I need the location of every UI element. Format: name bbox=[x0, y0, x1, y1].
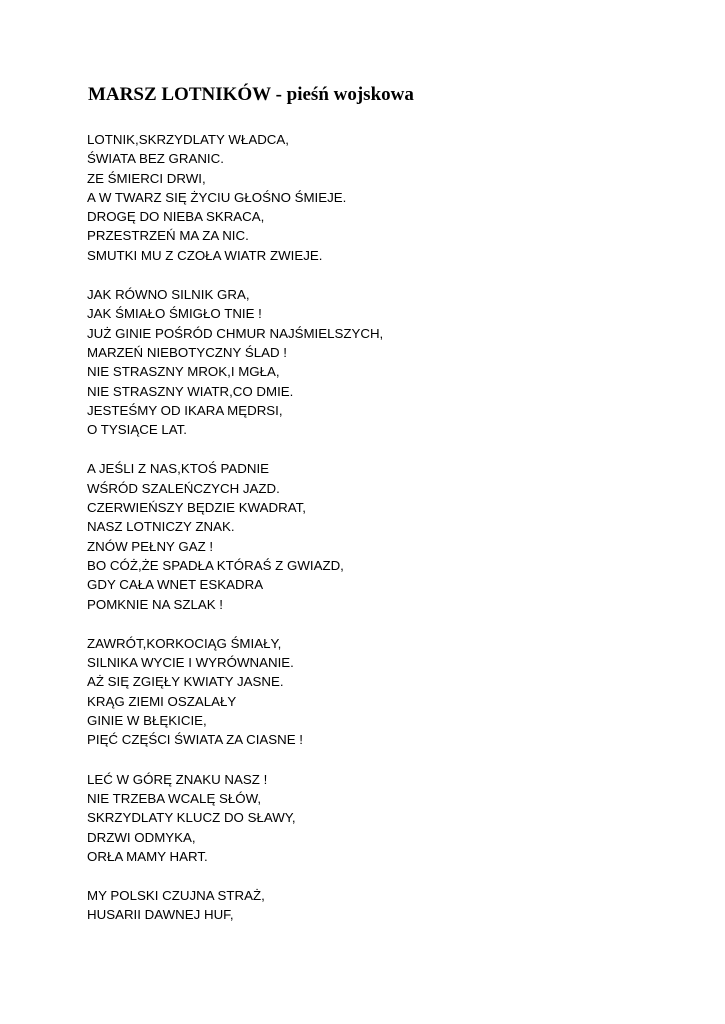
verse-line: AŻ SIĘ ZGIĘŁY KWIATY JASNE. bbox=[87, 674, 284, 690]
verse-line: O TYSIĄCE LAT. bbox=[87, 422, 188, 438]
verse-line: ZE ŚMIERCI DRWI, bbox=[87, 170, 206, 186]
verse-line: JUŻ GINIE POŚRÓD CHMUR NAJŚMIELSZYCH, bbox=[87, 325, 384, 341]
stanza bbox=[87, 285, 687, 439]
verse-line: A W TWARZ SIĘ ŻYCIU GŁOŚNO ŚMIEJE. bbox=[87, 189, 347, 205]
verse-line: LEĆ W GÓRĘ ZNAKU NASZ ! bbox=[87, 771, 268, 787]
verse-line: ZAWRÓT,KORKOCIĄG ŚMIAŁY, bbox=[87, 635, 282, 651]
verse-line: JAK RÓWNO SILNIK GRA, bbox=[87, 287, 250, 303]
verse-line: DRZWI ODMYKA, bbox=[87, 829, 196, 845]
song-verses bbox=[87, 130, 687, 945]
verse-line: JESTEŚMY OD IKARA MĘDRSI, bbox=[87, 402, 283, 418]
verse-line: NIE STRASZNY WIATR,CO DMIE. bbox=[87, 383, 294, 399]
verse-line: LOTNIK,SKRZYDLATY WŁADCA, bbox=[87, 132, 289, 147]
verse-line: SILNIKA WYCIE I WYRÓWNANIE. bbox=[87, 655, 294, 671]
verse-line: WŚRÓD SZALEŃCZYCH JAZD. bbox=[87, 480, 280, 496]
verse-line: ORŁA MAMY HART. bbox=[87, 848, 208, 864]
verse-line: SKRZYDLATY KLUCZ DO SŁAWY, bbox=[87, 810, 296, 826]
stanza bbox=[87, 886, 687, 925]
verse-line: ZNÓW PEŁNY GAZ ! bbox=[87, 538, 214, 554]
verse-line: PRZESTRZEŃ MA ZA NIC. bbox=[87, 228, 249, 244]
verse-line: GDY CAŁA WNET ESKADRA bbox=[87, 577, 264, 593]
verse-line: SMUTKI MU Z CZOŁA WIATR ZWIEJE. bbox=[87, 247, 323, 263]
stanza bbox=[87, 130, 687, 265]
stanza bbox=[87, 634, 687, 750]
verse-line: GINIE W BŁĘKICIE, bbox=[87, 713, 207, 729]
verse-line: DROGĘ DO NIEBA SKRACA, bbox=[87, 209, 265, 225]
verse-line: A JEŚLI Z NAS,KTOŚ PADNIE bbox=[87, 461, 270, 477]
verse-line: ŚWIATA BEZ GRANIC. bbox=[87, 151, 224, 167]
verse-line: MARZEŃ NIEBOTYCZNY ŚLAD ! bbox=[87, 344, 287, 360]
verse-line: HUSARII DAWNEJ HUF, bbox=[87, 907, 234, 923]
verse-line: CZERWIEŃSZY BĘDZIE KWADRAT, bbox=[87, 500, 306, 516]
verse-line: POMKNIE NA SZLAK ! bbox=[87, 596, 223, 612]
verse-line: BO CÓŻ,ŻE SPADŁA KTÓRAŚ Z GWIAZD, bbox=[87, 557, 344, 573]
stanza bbox=[87, 459, 687, 613]
verse-line: NIE TRZEBA WCALĘ SŁÓW, bbox=[87, 790, 262, 806]
stanza bbox=[87, 770, 687, 866]
verse-line: NIE STRASZNY MROK,I MGŁA, bbox=[87, 364, 280, 380]
verse-line: KRĄG ZIEMI OSZALAŁY bbox=[87, 693, 237, 709]
verse-line: JAK ŚMIAŁO ŚMIGŁO TNIE ! bbox=[87, 306, 262, 322]
verse-line: MY POLSKI CZUJNA STRAŻ, bbox=[87, 888, 265, 904]
document-title: MARSZ LOTNIKÓW - pieśń wojskowa bbox=[88, 84, 414, 105]
verse-line: NASZ LOTNICZY ZNAK. bbox=[87, 519, 235, 535]
verse-line: PIĘĆ CZĘŚCI ŚWIATA ZA CIASNE ! bbox=[87, 732, 303, 748]
